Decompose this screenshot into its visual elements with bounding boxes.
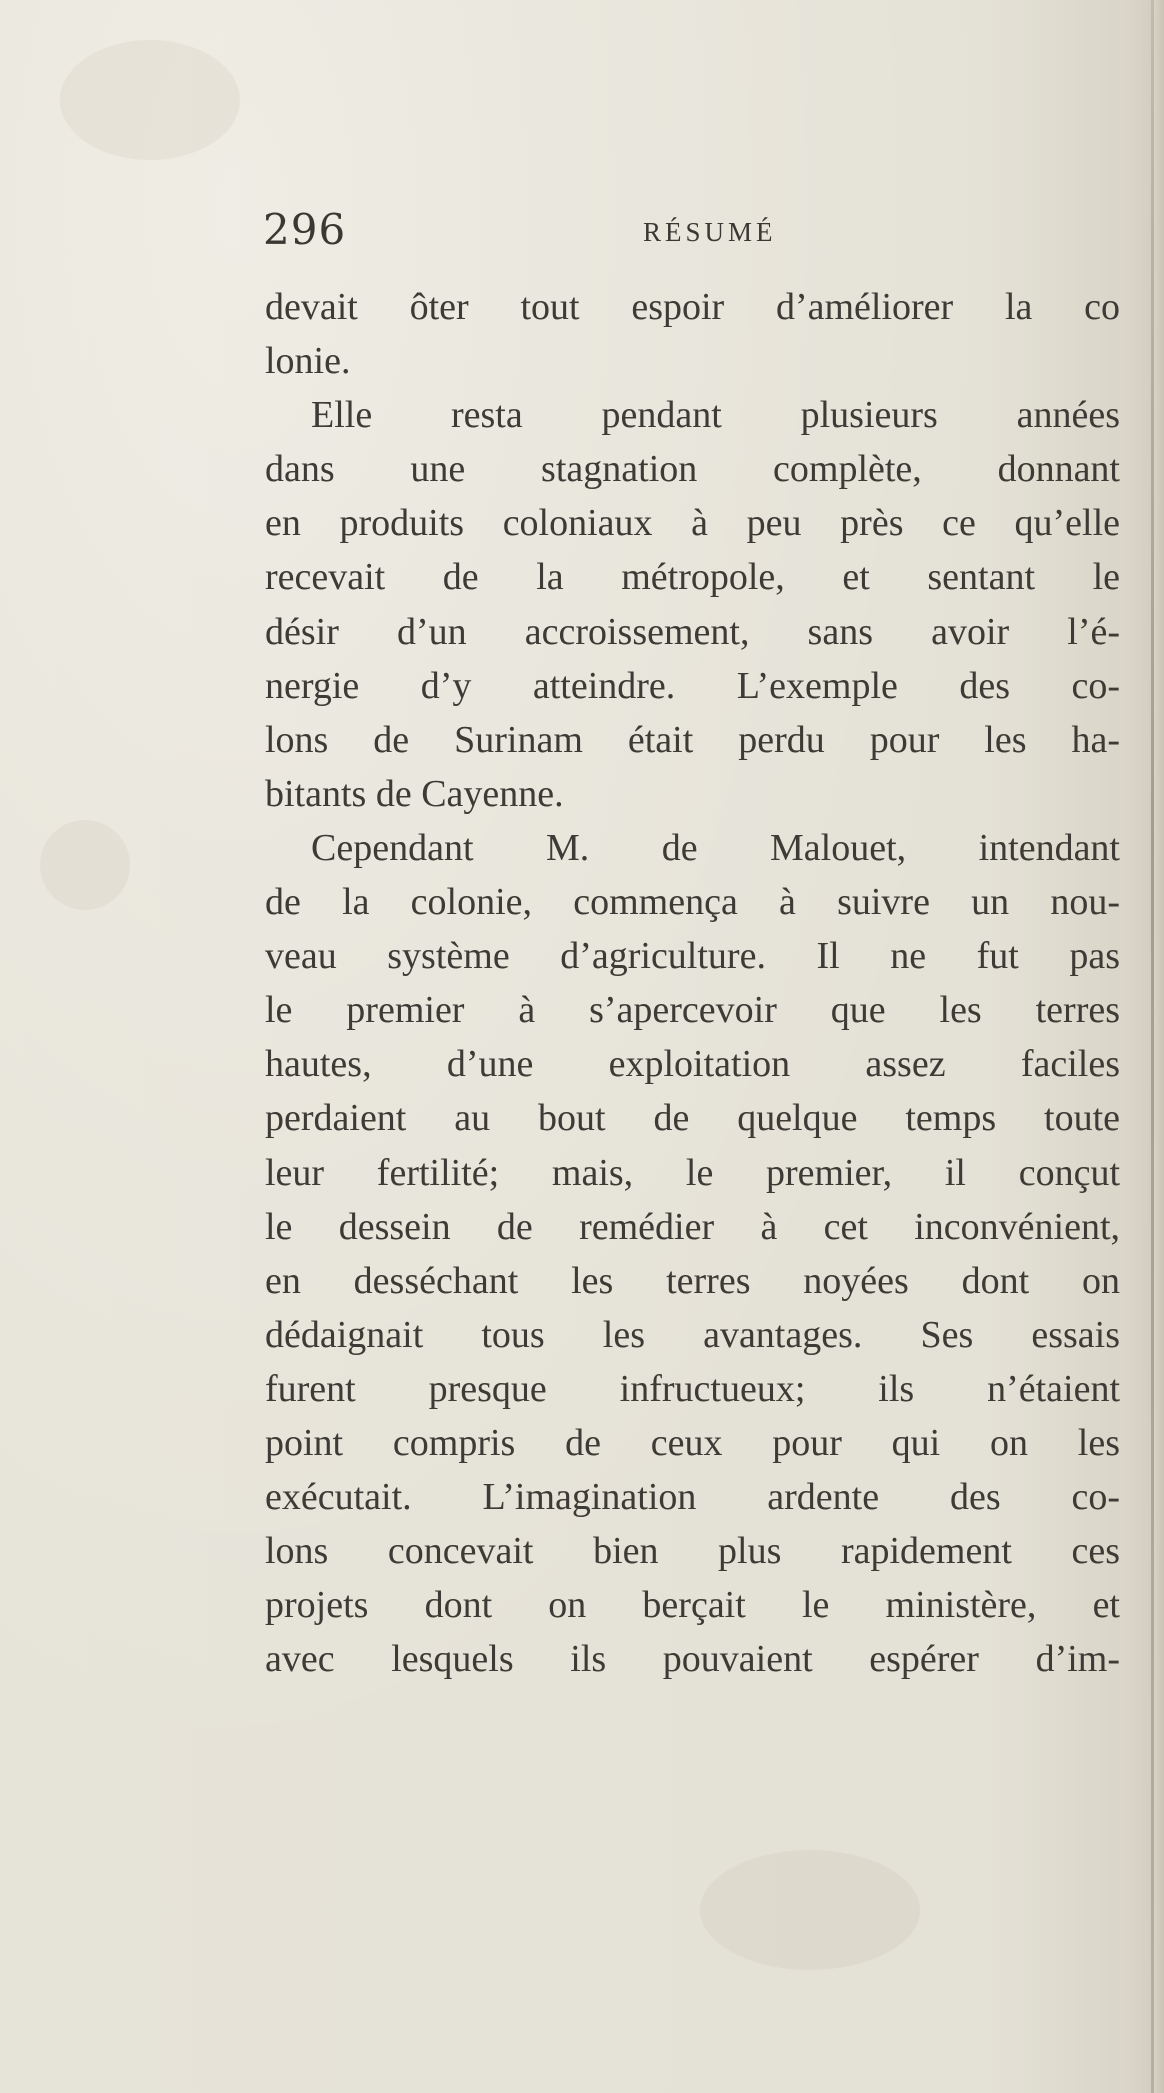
- paper-stain: [40, 820, 130, 910]
- text-line: le premier à s’apercevoir que les terres: [265, 989, 1120, 1032]
- page-number: 296: [263, 205, 347, 254]
- text-line: lons concevait bien plus rapidement ces: [265, 1530, 1120, 1573]
- text-line: de la colonie, commença à suivre un nou-: [265, 881, 1120, 924]
- text-line: recevait de la métropole, et sentant le: [265, 556, 1120, 599]
- text-line: en produits coloniaux à peu près ce qu’elle: [265, 502, 1120, 545]
- text-line: Cependant M. de Malouet, intendant: [311, 826, 1120, 869]
- paper-stain: [60, 40, 240, 160]
- text-line: nergie d’y atteindre. L’exemple des co-: [265, 664, 1120, 707]
- text-line: en desséchant les terres noyées dont on: [265, 1259, 1120, 1302]
- text-line: veau système d’agriculture. Il ne fut pas: [265, 935, 1120, 978]
- text-line: Elle resta pendant plusieurs années: [311, 394, 1120, 437]
- text-line: perdaient au bout de quelque temps toute: [265, 1097, 1120, 1140]
- page-edge: [1154, 0, 1164, 2093]
- text-line: projets dont on berçait le ministère, et: [265, 1584, 1120, 1627]
- text-line: avec lesquels ils pouvaient espérer d’im-: [265, 1638, 1120, 1681]
- paper-stain: [700, 1850, 920, 1970]
- text-line: point compris de ceux pour qui on les: [265, 1421, 1120, 1464]
- text-line: devait ôter tout espoir d’améliorer la co: [265, 286, 1120, 328]
- text-line: lons de Surinam était perdu pour les ha-: [265, 718, 1120, 761]
- text-line: dans une stagnation complète, donnant: [265, 448, 1120, 491]
- text-line: hautes, d’une exploitation assez faciles: [265, 1043, 1120, 1086]
- running-head: RÉSUMÉ: [643, 217, 777, 247]
- text-line: désir d’un accroissement, sans avoir l’é-: [265, 610, 1120, 653]
- body-text: [265, 280, 1130, 1686]
- text-line: furent presque infructueux; ils n’étaient: [265, 1367, 1120, 1410]
- text-line: exécutait. L’imagination ardente des co-: [265, 1476, 1120, 1519]
- text-line: lonie.: [265, 340, 351, 383]
- text-line: le dessein de remédier à cet inconvénient,: [265, 1205, 1120, 1248]
- page-gutter-line: [1151, 0, 1154, 2093]
- page-header: [263, 205, 1103, 265]
- text-line: bitants de Cayenne.: [265, 772, 564, 815]
- text-line: leur fertilité; mais, le premier, il conçut: [265, 1151, 1120, 1194]
- text-line: dédaignait tous les avantages. Ses essais: [265, 1313, 1120, 1356]
